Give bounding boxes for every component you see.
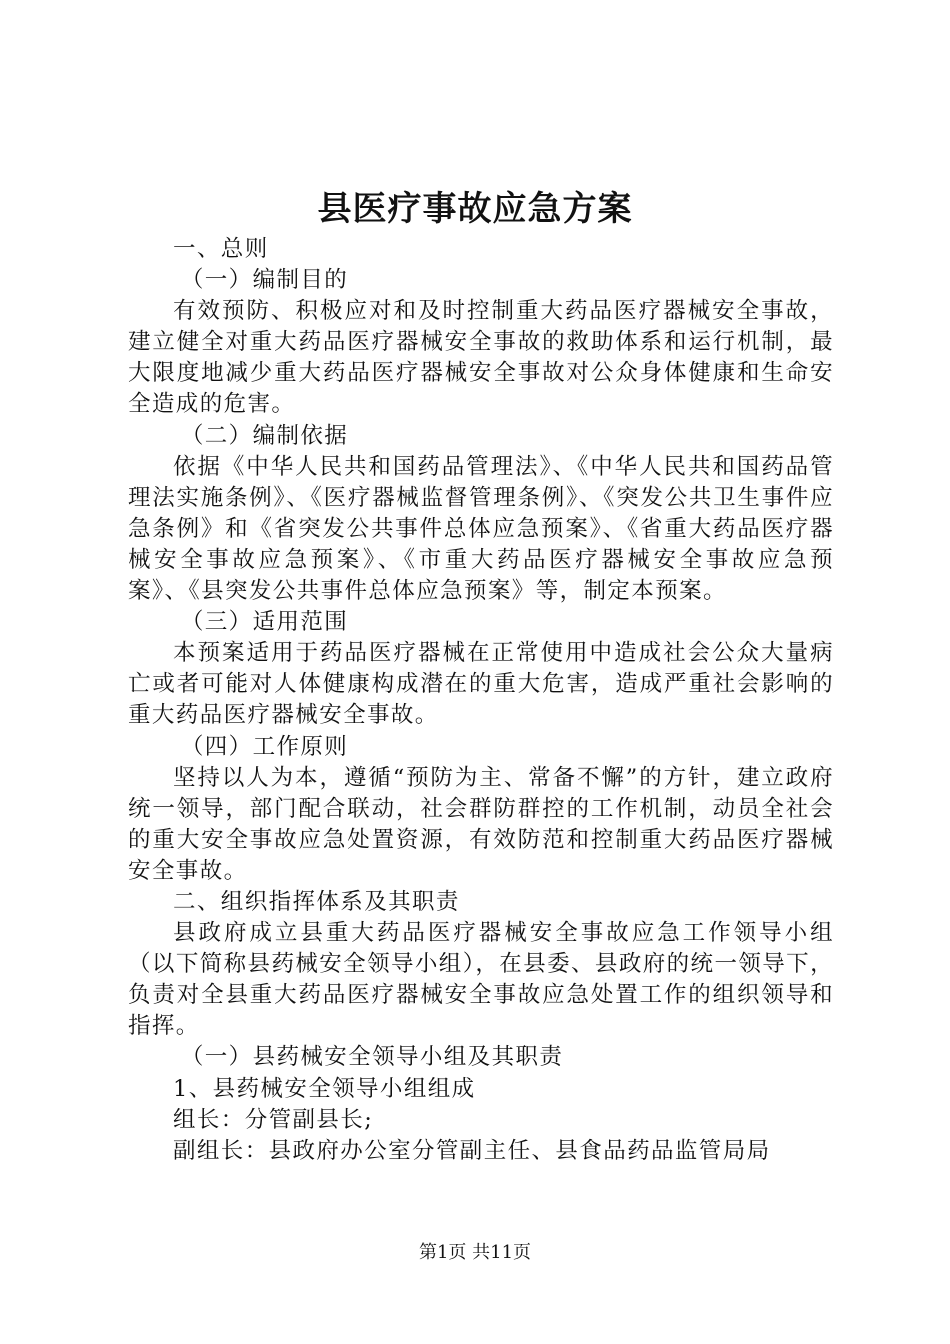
- subsection-heading: （二）编制依据: [180, 422, 349, 449]
- paragraph: 副组长：县政府办公室分管副主任、县食品药品监管局局: [173, 1137, 771, 1164]
- document-title: 县医疗事故应急方案: [317, 189, 633, 229]
- paragraph: 县政府成立县重大药品医疗器械安全事故应急工作领导小组（以下简称县药械安全领导小组），在县委、县政府的统一领导下，负责对全县重大药品医疗器械安全事故应急处置工作的组织领导和指挥。: [128, 920, 834, 1040]
- subsection-heading: （四）工作原则: [180, 733, 349, 760]
- subsection-heading: （一）编制目的: [180, 267, 349, 294]
- section-heading: 二、组织指挥体系及其职责: [173, 888, 460, 915]
- page-number-footer: 第1页 共11页: [418, 1242, 532, 1263]
- subsection-heading: （一）县药械安全领导小组及其职责: [180, 1044, 564, 1071]
- paragraph: 组长：分管副县长;: [173, 1106, 374, 1133]
- paragraph: 本预案适用于药品医疗器械在正常使用中造成社会公众大量病亡或者可能对人体健康构成潜在的重大危害，造成严重社会影响的重大药品医疗器械安全事故。: [128, 640, 834, 729]
- subsection-heading: （三）适用范围: [180, 609, 349, 636]
- document-body: [128, 234, 834, 1167]
- paragraph: 依据《中华人民共和国药品管理法》、《中华人民共和国药品管理法实施条例》、《医疗器械监督管理条例》、《突发公共卫生事件应急条例》和《省突发公共事件总体应急预案》、《省重大药品医疗器械安全事故应急预案》、《市重大药品医疗器械安全事故应急预案》、《县突发公共事件总体应急预案》等，制定本预案。: [128, 453, 834, 605]
- paragraph: 坚持以人为本，遵循“预防为主、常备不懈”的方针，建立政府统一领导，部门配合联动，社会群防群控的工作机制，动员全社会的重大安全事故应急处置资源，有效防范和控制重大药品医疗器械安全事故。: [128, 764, 834, 884]
- paragraph: 有效预防、积极应对和及时控制重大药品医疗器械安全事故，建立健全对重大药品医疗器械安全事故的救助体系和运行机制，最大限度地减少重大药品医疗器械安全事故对公众身体健康和生命安全造成的危害。: [128, 298, 834, 418]
- section-heading: 一、总则: [173, 236, 269, 262]
- list-item: 1、县药械安全领导小组组成: [173, 1075, 476, 1102]
